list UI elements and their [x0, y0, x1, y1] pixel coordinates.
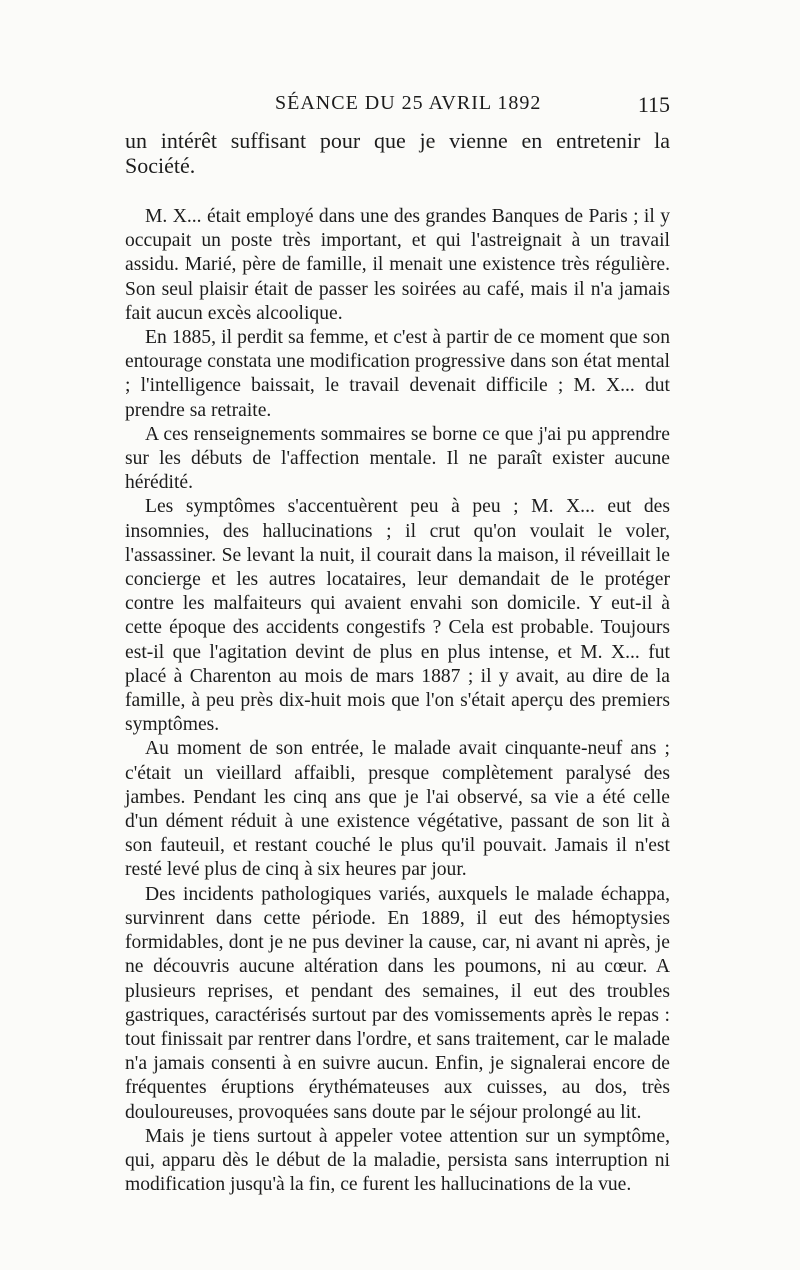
- paragraph-continuation: un intérêt suffisant pour que je vienne en entretenir la Société.: [125, 128, 670, 178]
- paragraph: M. X... était employé dans une des grandes Banques de Paris ; il y occupait un poste très important, et qui l'astreignait à un travail assidu. Marié, père de famille, il menait une existence très régulière. Son seul plaisir était de passer les soirées au café, mais il n'a jamais fait aucun excès alcoolique.: [125, 206, 670, 324]
- page-number: 115: [637, 92, 670, 117]
- running-title: SÉANCE DU 25 AVRIL 1892: [275, 92, 542, 114]
- paragraph: En 1885, il perdit sa femme, et c'est à partir de ce moment que son entourage constata une modification progressive dans son état mental ; l'intelligence baissait, le travail devenait difficile ; M. X... dut prendre sa retraite.: [125, 327, 670, 421]
- section-gap: [125, 178, 670, 205]
- page-header: [125, 90, 670, 120]
- paragraph: Les symptômes s'accentuèrent peu à peu ; M. X... eut des insomnies, des hallucinations ; il crut qu'on voulait le voler, l'assassiner. Se levant la nuit, il courait dans la maison, il réveillait le concierge et les autres locataires, leur demandait de le protéger contre les malfaiteurs qui avaient envahi son domicile. Y eut-il à cette époque des accidents congestifs ? Cela est probable. Toujours est-il que l'agitation devint de plus en plus intense, et M. X... fut placé à Charenton au mois de mars 1887 ; il y avait, au dire de la famille, à peu près dix-huit mois que l'on s'était aperçu des premiers symptômes.: [125, 496, 670, 736]
- paragraph: Au moment de son entrée, le malade avait cinquante-neuf ans ; c'était un vieillard affaibli, presque complètement paralysé des jambes. Pendant les cinq ans que je l'ai observé, sa vie a été celle d'un dément réduit à une existence végétative, passant de son lit à son fauteuil, et restant couché le plus qu'il pouvait. Jamais il n'est resté levé plus de cinq à six heures par jour.: [125, 738, 670, 881]
- paragraph: A ces renseignements sommaires se borne ce que j'ai pu apprendre sur les débuts de l'affection mentale. Il ne paraît exister aucune hérédité.: [125, 423, 670, 494]
- paragraph: Mais je tiens surtout à appeler votee attention sur un symptôme, qui, apparu dès le début de la maladie, persista sans interruption ni modification jusqu'à la fin, ce furent les hallucinations de la vue.: [125, 1125, 670, 1196]
- body-text: [125, 128, 670, 1197]
- paragraph: Des incidents pathologiques variés, auxquels le malade échappa, survinrent dans cette période. En 1889, il eut des hémoptysies formidables, dont je ne pus deviner la cause, car, ni avant ni après, je ne découvris aucune altération dans les poumons, ni au cœur. A plusieurs reprises, et pendant des semaines, il eut des troubles gastriques, caractérisés surtout par des vomissements après le repas : tout finissait par rentrer dans l'ordre, et sans traitement, car le malade n'a jamais consenti à en suivre aucun. Enfin, je signalerai encore de fréquentes éruptions érythémateuses aux cuisses, au dos, très douloureuses, provoquées sans doute par le séjour prolongé au lit.: [125, 883, 670, 1123]
